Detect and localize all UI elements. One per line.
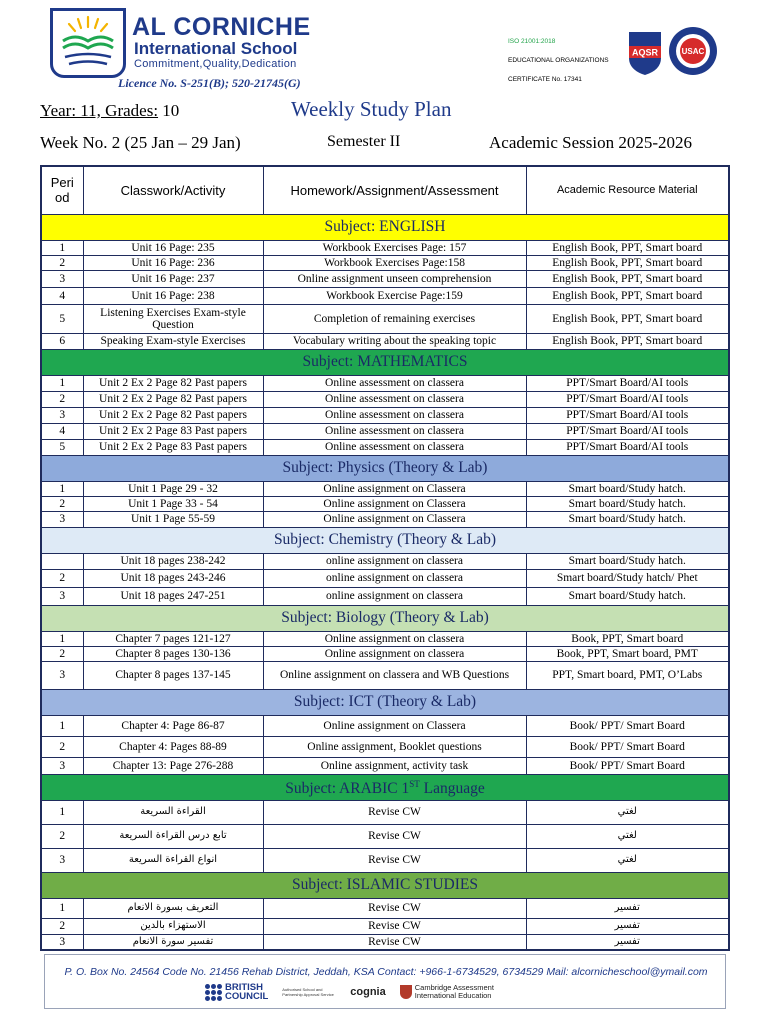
period-cell: 1 xyxy=(41,715,83,736)
table-row xyxy=(41,423,729,439)
subject-name: Subject: MATHEMATICS xyxy=(302,353,468,370)
period-cell: 1 xyxy=(41,898,83,918)
homework-cell: Online assessment on classera xyxy=(263,439,526,455)
iso-line: ISO 21001:2018 xyxy=(508,38,556,45)
subject-header-row xyxy=(41,872,729,898)
table-row xyxy=(41,496,729,511)
cambridge-shield-icon xyxy=(400,985,412,999)
classwork-cell: التعريف بسورة الانعام xyxy=(83,898,263,918)
year-grade xyxy=(40,101,179,121)
table-header-row xyxy=(41,166,729,214)
homework-cell: Online assessment on classera xyxy=(263,423,526,439)
homework-cell: Revise CW xyxy=(263,824,526,848)
resource-cell: Smart board/Study hatch. xyxy=(526,481,729,496)
book-sun-icon xyxy=(53,11,123,75)
classwork-cell: Unit 18 pages 238-242 xyxy=(83,553,263,569)
period-cell: 2 xyxy=(41,646,83,661)
aqsr-shield-icon xyxy=(626,30,664,76)
subject-title xyxy=(41,527,729,553)
subject-name: Subject: ARABIC 1 xyxy=(285,780,410,798)
classwork-cell: Unit 1 Page 29 - 32 xyxy=(83,481,263,496)
table-row xyxy=(41,407,729,423)
classwork-cell: الاستهزاء بالدين xyxy=(83,918,263,934)
classwork-cell: Unit 16 Page: 238 xyxy=(83,287,263,304)
period-cell: 3 xyxy=(41,757,83,774)
table-row xyxy=(41,848,729,872)
table-row xyxy=(41,631,729,646)
period-cell: 3 xyxy=(41,511,83,527)
school-logo xyxy=(50,8,126,78)
subject-title xyxy=(41,605,729,631)
classwork-cell: Unit 1 Page 55-59 xyxy=(83,511,263,527)
classwork-cell: Chapter 8 pages 130-136 xyxy=(83,646,263,661)
table-row xyxy=(41,333,729,349)
iso-line: EDUCATIONAL ORGANIZATIONS xyxy=(508,57,609,64)
classwork-cell: Chapter 4: Page 86-87 xyxy=(83,715,263,736)
period-cell: 2 xyxy=(41,496,83,511)
homework-cell: Workbook Exercise Page:159 xyxy=(263,287,526,304)
subject-title xyxy=(41,689,729,715)
homework-cell: Online assignment unseen comprehension xyxy=(263,270,526,287)
cambridge-line: Cambridge Assessment xyxy=(414,983,494,992)
iso-certificate xyxy=(508,32,609,89)
resource-cell: English Book, PPT, Smart board xyxy=(526,333,729,349)
homework-cell: Revise CW xyxy=(263,918,526,934)
period-cell: 3 xyxy=(41,587,83,605)
table-row xyxy=(41,439,729,455)
page-footer xyxy=(44,954,726,1009)
classwork-cell: Chapter 7 pages 121-127 xyxy=(83,631,263,646)
resource-cell: Book/ PPT/ Smart Board xyxy=(526,715,729,736)
period-cell: 1 xyxy=(41,481,83,496)
resource-cell: لغتي xyxy=(526,848,729,872)
school-name: AL CORNICHE xyxy=(132,13,311,41)
subject-name: Subject: Biology (Theory & Lab) xyxy=(281,609,489,626)
homework-cell: online assignment on classera xyxy=(263,569,526,587)
period-cell: 2 xyxy=(41,569,83,587)
table-row xyxy=(41,481,729,496)
subject-name: Subject: ICT (Theory & Lab) xyxy=(293,693,477,710)
period-cell: 1 xyxy=(41,375,83,391)
classwork-cell: Unit 2 Ex 2 Page 82 Past papers xyxy=(83,375,263,391)
grade-value: 10 xyxy=(162,101,180,120)
table-row xyxy=(41,287,729,304)
period-cell: 2 xyxy=(41,255,83,270)
table-row xyxy=(41,587,729,605)
homework-cell: Online assignment, Booklet questions xyxy=(263,736,526,757)
period-cell: 5 xyxy=(41,304,83,333)
homework-cell: Online assignment on Classera xyxy=(263,496,526,511)
header-resource: Academic Resource Material xyxy=(526,166,729,214)
classwork-cell: Unit 2 Ex 2 Page 83 Past papers xyxy=(83,423,263,439)
homework-cell: Online assignment on Classera xyxy=(263,511,526,527)
academic-session: Academic Session 2025-2026 xyxy=(489,133,693,152)
table-row xyxy=(41,569,729,587)
subject-header-row xyxy=(41,214,729,240)
classwork-cell: Chapter 8 pages 137-145 xyxy=(83,661,263,689)
classwork-cell: Unit 18 pages 243-246 xyxy=(83,569,263,587)
period-cell: 1 xyxy=(41,800,83,824)
week-number: Week No. 2 (25 Jan – 29 Jan) xyxy=(40,133,241,152)
homework-cell: Online assignment on Classera xyxy=(263,481,526,496)
period-cell: 2 xyxy=(41,824,83,848)
resource-cell: English Book, PPT, Smart board xyxy=(526,270,729,287)
year-label: Year: 11, Grades: xyxy=(40,101,159,120)
page-title: Weekly Study Plan xyxy=(291,97,452,121)
subject-name: Subject: ENGLISH xyxy=(324,218,446,235)
header-period: Peri od xyxy=(41,166,83,214)
table-row xyxy=(41,824,729,848)
semester: Semester II xyxy=(327,133,401,150)
footer-address: P. O. Box No. 24564 Code No. 21456 Rehab District, Jeddah, KSA Contact: +966-1-6734529, 6734529 Mail: alcornicheschool@ymail.com xyxy=(64,966,708,978)
resource-cell: English Book, PPT, Smart board xyxy=(526,255,729,270)
aqsr-label: AQSR xyxy=(631,47,659,58)
school-motto: Commitment,Quality,Dedication xyxy=(134,58,297,70)
resource-cell: PPT/Smart Board/AI tools xyxy=(526,439,729,455)
period-cell: 2 xyxy=(41,918,83,934)
subject-name-suffix: Language xyxy=(419,780,485,798)
classwork-cell: Unit 2 Ex 2 Page 82 Past papers xyxy=(83,391,263,407)
period-cell: 6 xyxy=(41,333,83,349)
resource-cell: تفسير xyxy=(526,918,729,934)
subject-header-row xyxy=(41,605,729,631)
resource-cell: تفسير xyxy=(526,934,729,950)
usac-seal-icon xyxy=(668,26,718,76)
header-classwork: Classwork/Activity xyxy=(83,166,263,214)
usac-label: USAC xyxy=(681,47,705,56)
subject-title xyxy=(41,872,729,898)
subject-header-row xyxy=(41,349,729,375)
homework-cell: Online assessment on classera xyxy=(263,407,526,423)
period-cell xyxy=(41,553,83,569)
subject-title xyxy=(41,214,729,240)
period-cell: 2 xyxy=(41,391,83,407)
table-body xyxy=(41,214,729,950)
resource-cell: English Book, PPT, Smart board xyxy=(526,304,729,333)
table-row xyxy=(41,736,729,757)
homework-cell: online assignment on classera xyxy=(263,553,526,569)
resource-cell: PPT, Smart board, PMT, O’Labs xyxy=(526,661,729,689)
resource-cell: PPT/Smart Board/AI tools xyxy=(526,407,729,423)
iso-line: CERTIFICATE No. 17341 xyxy=(508,76,582,83)
classwork-cell: Unit 16 Page: 237 xyxy=(83,270,263,287)
homework-cell: Revise CW xyxy=(263,934,526,950)
table-row xyxy=(41,255,729,270)
resource-cell: Smart board/Study hatch. xyxy=(526,553,729,569)
subject-name: Subject: ISLAMIC STUDIES xyxy=(292,876,478,893)
classwork-cell: Listening Exercises Exam-style Question xyxy=(83,304,263,333)
resource-cell: Book/ PPT/ Smart Board xyxy=(526,757,729,774)
school-subtitle: International School xyxy=(134,39,298,58)
classwork-cell: Unit 2 Ex 2 Page 83 Past papers xyxy=(83,439,263,455)
classwork-cell: انواع القراءة السريعة xyxy=(83,848,263,872)
homework-cell: Workbook Exercises Page: 157 xyxy=(263,240,526,255)
homework-cell: Vocabulary writing about the speaking topic xyxy=(263,333,526,349)
classwork-cell: Unit 1 Page 33 - 54 xyxy=(83,496,263,511)
homework-cell: online assignment on classera xyxy=(263,587,526,605)
subject-name: Subject: Chemistry (Theory & Lab) xyxy=(273,531,497,548)
homework-cell: Revise CW xyxy=(263,898,526,918)
resource-cell: Smart board/Study hatch/ Phet xyxy=(526,569,729,587)
table-row xyxy=(41,800,729,824)
cambridge-logo xyxy=(400,984,494,1000)
homework-cell: Online assessment on classera xyxy=(263,375,526,391)
resource-cell: Smart board/Study hatch. xyxy=(526,511,729,527)
period-cell: 4 xyxy=(41,287,83,304)
period-cell: 1 xyxy=(41,240,83,255)
resource-cell: لغتي xyxy=(526,824,729,848)
homework-cell: Revise CW xyxy=(263,800,526,824)
resource-cell: Smart board/Study hatch. xyxy=(526,587,729,605)
resource-cell: Smart board/Study hatch. xyxy=(526,496,729,511)
homework-cell: Online assignment on classera and WB Questions xyxy=(263,661,526,689)
period-cell: 3 xyxy=(41,934,83,950)
period-cell: 5 xyxy=(41,439,83,455)
licence-number: Licence No. S-251(B); 520-21745(G) xyxy=(118,76,301,90)
classwork-cell: Unit 2 Ex 2 Page 82 Past papers xyxy=(83,407,263,423)
cambridge-line: International Education xyxy=(414,991,492,1000)
accreditation-text: Authorised School and Partnership Approval Service xyxy=(282,987,334,997)
table-row xyxy=(41,757,729,774)
homework-cell: Online assignment on classera xyxy=(263,631,526,646)
table-row xyxy=(41,391,729,407)
aqsr-badge xyxy=(626,30,664,76)
subject-title xyxy=(41,349,729,375)
classwork-cell: القراءة السريعة xyxy=(83,800,263,824)
table-row xyxy=(41,646,729,661)
subject-title xyxy=(41,455,729,481)
classwork-cell: Chapter 13: Page 276-288 xyxy=(83,757,263,774)
homework-cell: Online assignment on Classera xyxy=(263,715,526,736)
homework-cell: Online assignment on classera xyxy=(263,646,526,661)
resource-cell: PPT/Smart Board/AI tools xyxy=(526,375,729,391)
table-row xyxy=(41,270,729,287)
subject-name-sup: ST xyxy=(409,779,420,790)
period-cell: 3 xyxy=(41,848,83,872)
subject-title xyxy=(41,774,729,800)
table-row xyxy=(41,715,729,736)
period-cell: 4 xyxy=(41,423,83,439)
classwork-cell: Unit 16 Page: 235 xyxy=(83,240,263,255)
period-cell: 3 xyxy=(41,407,83,423)
table-row xyxy=(41,553,729,569)
usac-badge xyxy=(668,26,718,76)
homework-cell: Revise CW xyxy=(263,848,526,872)
resource-cell: English Book, PPT, Smart board xyxy=(526,287,729,304)
header-homework: Homework/Assignment/Assessment xyxy=(263,166,526,214)
table-row xyxy=(41,934,729,950)
period-cell: 3 xyxy=(41,270,83,287)
british-council-dots-icon xyxy=(205,984,222,1001)
table-row xyxy=(41,240,729,255)
subject-header-row xyxy=(41,774,729,800)
resource-cell: Book, PPT, Smart board xyxy=(526,631,729,646)
resource-cell: Book/ PPT/ Smart Board xyxy=(526,736,729,757)
table-row xyxy=(41,304,729,333)
table-row xyxy=(41,661,729,689)
homework-cell: Completion of remaining exercises xyxy=(263,304,526,333)
period-cell: 2 xyxy=(41,736,83,757)
resource-cell: PPT/Smart Board/AI tools xyxy=(526,423,729,439)
resource-cell: تفسير xyxy=(526,898,729,918)
classwork-cell: Unit 16 Page: 236 xyxy=(83,255,263,270)
subject-header-row xyxy=(41,455,729,481)
page-header xyxy=(0,0,768,96)
table-row xyxy=(41,898,729,918)
table-row xyxy=(41,511,729,527)
resource-cell: Book, PPT, Smart board, PMT xyxy=(526,646,729,661)
homework-cell: Online assessment on classera xyxy=(263,391,526,407)
resource-cell: PPT/Smart Board/AI tools xyxy=(526,391,729,407)
period-cell: 1 xyxy=(41,631,83,646)
subject-name: Subject: Physics (Theory & Lab) xyxy=(282,459,488,476)
resource-cell: English Book, PPT, Smart board xyxy=(526,240,729,255)
cognia-logo: cognia xyxy=(350,986,386,998)
table-row xyxy=(41,375,729,391)
classwork-cell: تابع درس القراءة السريعة xyxy=(83,824,263,848)
subject-header-row xyxy=(41,527,729,553)
bc-line: BRITISH xyxy=(225,982,263,993)
classwork-cell: Chapter 4: Pages 88-89 xyxy=(83,736,263,757)
homework-cell: Online assignment, activity task xyxy=(263,757,526,774)
subject-header-row xyxy=(41,689,729,715)
classwork-cell: تفسير سورة الانعام xyxy=(83,934,263,950)
british-council-logo xyxy=(205,983,268,1001)
period-cell: 3 xyxy=(41,661,83,689)
classwork-cell: Speaking Exam-style Exercises xyxy=(83,333,263,349)
table-row xyxy=(41,918,729,934)
resource-cell: لغتي xyxy=(526,800,729,824)
bc-line: COUNCIL xyxy=(225,991,269,1002)
homework-cell: Workbook Exercises Page:158 xyxy=(263,255,526,270)
classwork-cell: Unit 18 pages 247-251 xyxy=(83,587,263,605)
accreditation-logos xyxy=(205,981,494,1003)
study-plan-table xyxy=(40,165,728,951)
